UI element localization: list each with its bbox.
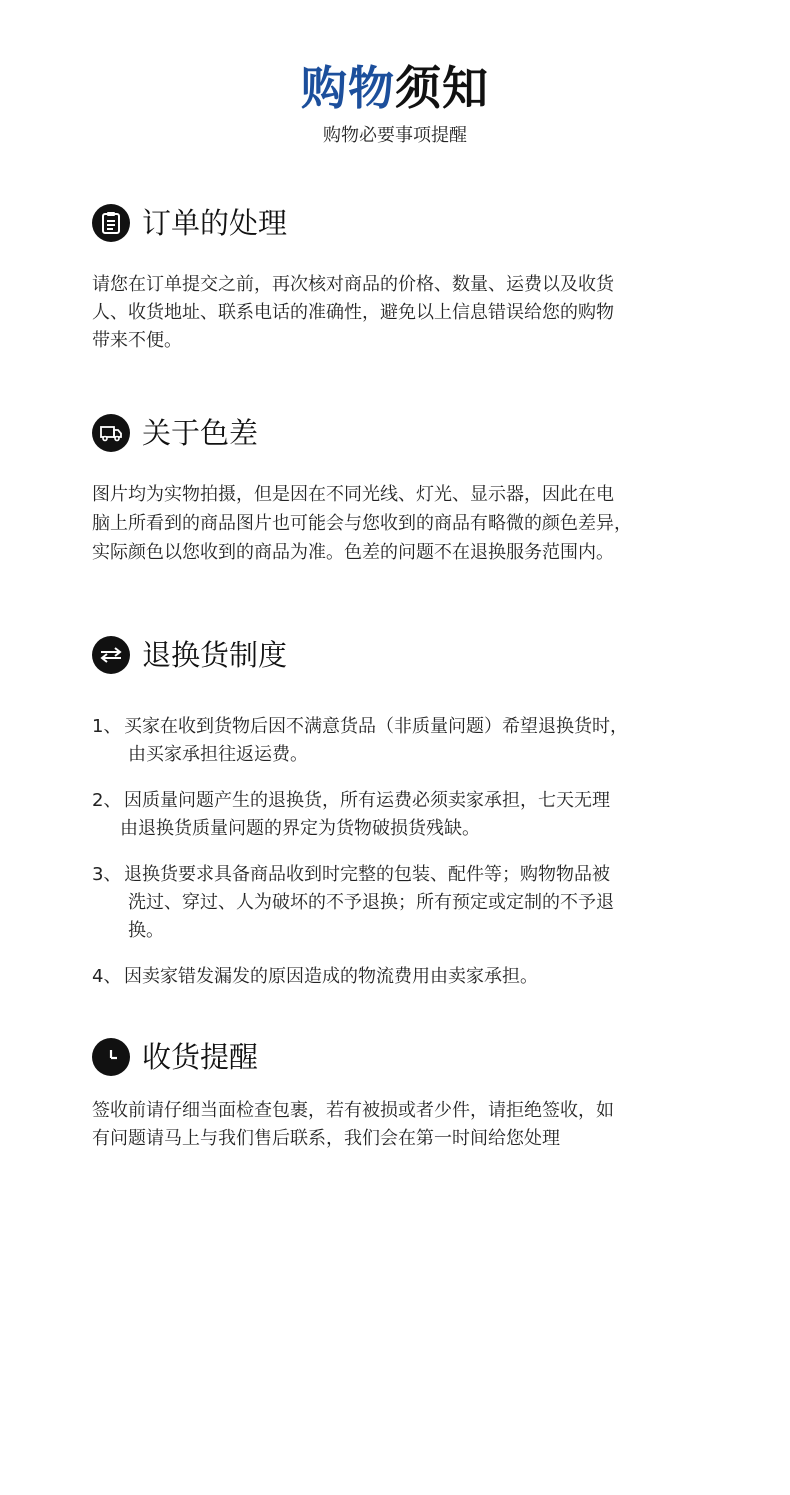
section-header (92, 1037, 712, 1077)
paragraph-line: 人、收货地址、联系电话的准确性，避免以上信息错误给您的购物 (92, 302, 614, 323)
page-title-blue: 购物 (301, 61, 395, 115)
paragraph-line: 带来不便。 (92, 330, 182, 351)
section-body (92, 271, 712, 355)
section-receipt-reminder (92, 1037, 712, 1153)
section-header (92, 203, 712, 243)
paragraph-line: 图片均为实物拍摄，但是因在不同光线、灯光、显示器，因此在电 (92, 484, 614, 505)
delivery-truck-icon (92, 414, 130, 452)
section-return-policy (92, 635, 712, 991)
list-number: 2、 (92, 790, 122, 811)
list-line: 退换货要求具备商品收到时完整的包装、配件等；购物物品被 (124, 864, 610, 885)
paragraph-line: 有问题请马上与我们售后联系，我们会在第一时间给您处理 (92, 1128, 560, 1149)
list-number: 3、 (92, 864, 122, 885)
paragraph-line: 脑上所看到的商品图片也可能会与您收到的商品有略微的颜色差异， (92, 513, 632, 534)
list-line: 买家在收到货物后因不满意货品（非质量问题）希望退换货时， (124, 716, 628, 737)
section-order-handling (92, 203, 712, 355)
list-line: 换。 (128, 920, 164, 941)
paragraph-line: 实际颜色以您收到的商品为准。色差的问题不在退换服务范围内。 (92, 542, 614, 563)
list-line: 因质量问题产生的退换货，所有运费必须卖家承担，七天无理 (124, 790, 610, 811)
section-body (92, 713, 712, 991)
list-item (92, 713, 712, 769)
section-title: 退换货制度 (142, 638, 288, 672)
list-number: 4、 (92, 966, 122, 987)
paragraph-line: 请您在订单提交之前，再次核对商品的价格、数量、运费以及收货 (92, 274, 614, 295)
section-body (92, 1097, 712, 1153)
section-body (92, 480, 712, 567)
list-number: 1、 (92, 716, 122, 737)
list-item (92, 963, 712, 991)
section-header (92, 635, 712, 675)
list-line: 由买家承担往返运费。 (128, 744, 308, 765)
list-line: 因卖家错发漏发的原因造成的物流费用由卖家承担。 (124, 966, 538, 987)
list-item (92, 861, 712, 945)
clipboard-icon (92, 204, 130, 242)
section-color-difference (92, 413, 712, 567)
clock-icon (92, 1038, 130, 1076)
page-subtitle: 购物必要事项提醒 (323, 125, 467, 146)
section-title: 订单的处理 (142, 206, 288, 240)
list-item (92, 787, 712, 843)
page-title-black: 须知 (395, 61, 489, 115)
list-line: 洗过、穿过、人为破坏的不予退换；所有预定或定制的不予退 (128, 892, 614, 913)
paragraph-line: 签收前请仔细当面检查包裹，若有被损或者少件，请拒绝签收，如 (92, 1100, 614, 1121)
section-header (92, 413, 712, 453)
page-header (0, 58, 790, 148)
section-title: 关于色差 (142, 416, 259, 450)
section-title: 收货提醒 (142, 1040, 259, 1074)
exchange-arrows-icon (92, 636, 130, 674)
list-line: 由退换货质量问题的界定为货物破损货残缺。 (120, 818, 480, 839)
page-title (0, 58, 790, 118)
